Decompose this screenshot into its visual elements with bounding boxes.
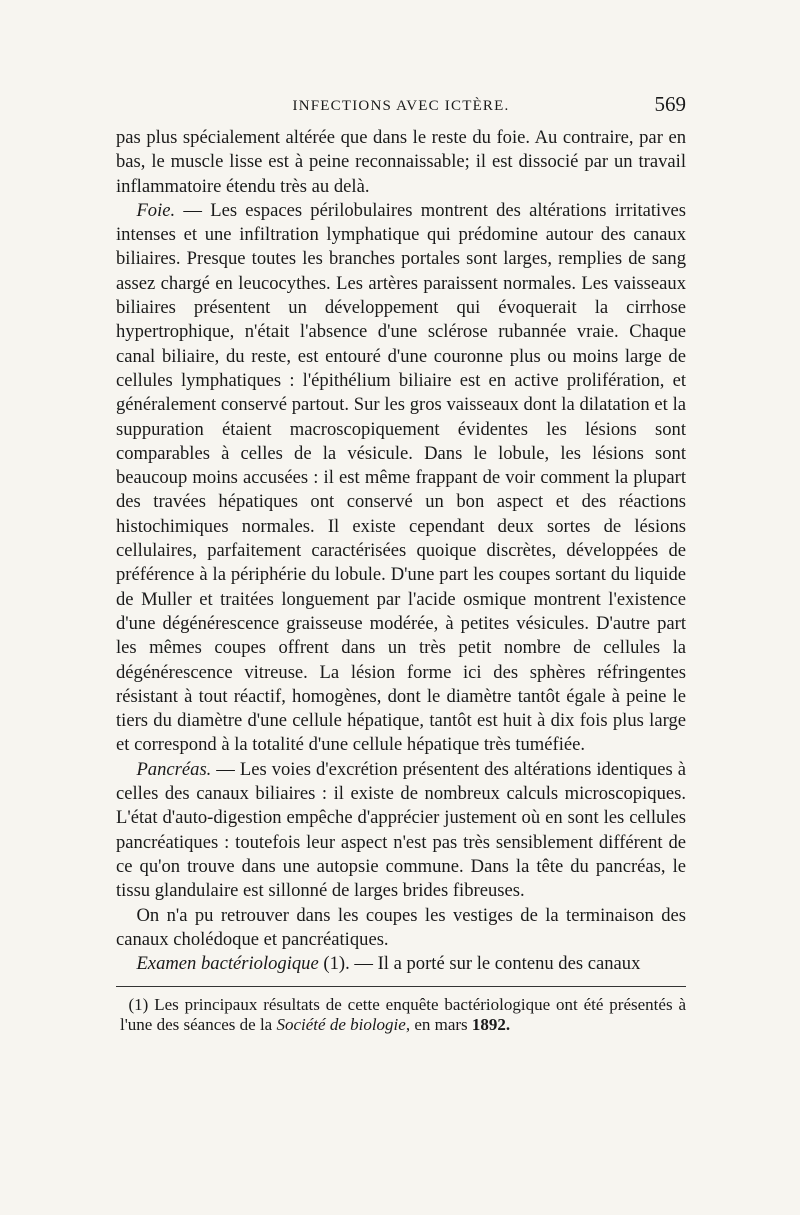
- paragraph-text: (1). — Il a porté sur le contenu des canaux: [318, 953, 641, 975]
- paragraph-text: On n'a pu retrouver dans les coupes les vestiges de la terminaison des canaux cholédoque et pancréatiques.: [116, 904, 686, 950]
- footnote-year: 1892.: [471, 1015, 511, 1035]
- paragraph-pancreas: [116, 758, 686, 904]
- footnote-text: Les principaux résultats de cette enquête bactériologique ont été présentés à l'une des séances de la: [120, 995, 686, 1035]
- footnote-journal: Société de biologie: [276, 1015, 406, 1035]
- footnote-rule: [116, 986, 686, 987]
- page-number: 569: [654, 92, 686, 116]
- body-text: [116, 126, 686, 976]
- page-header: [116, 92, 686, 122]
- paragraph-text: — Les voies d'excrétion présentent des altérations identiques à celles des canaux biliaires : il existe de nombreux calculs microscopiques. L'état d'auto-digestion empêche d'apprécier justement où en sont les cellules pancréatiques : toutefois leur aspect n'est pas très sensiblement différent de ce qu'on trouve dans une autopsie commune. Dans la tête du pancréas, le tissu glandulaire est sillonné de larges brides fibreuses.: [116, 758, 686, 902]
- book-page: [116, 92, 686, 1035]
- paragraph-examen: [116, 952, 686, 976]
- section-title-pancreas: Pancréas.: [136, 758, 212, 780]
- paragraph-canaux: [116, 904, 686, 953]
- paragraph-text: pas plus spécialement altérée que dans le reste du foie. Au contraire, par en bas, le muscle lisse est à peine reconnaissable; il est dissocié par un travail inflammatoire étendu très au delà.: [116, 127, 686, 197]
- paragraph-foie: [116, 199, 686, 758]
- paragraph-bile-duct-continuation: [116, 126, 686, 199]
- section-title-examen: Examen bactériologique: [136, 953, 319, 975]
- running-head: INFECTIONS AVEC ICTÈRE.: [292, 98, 510, 114]
- section-title-foie: Foie.: [136, 199, 176, 221]
- footnote-text-after: , en mars: [405, 1015, 472, 1035]
- footnote-marker: (1): [128, 995, 149, 1015]
- footnote: [116, 995, 686, 1035]
- paragraph-text: — Les espaces périlobulaires montrent des altérations irritatives intenses et une infiltration lymphatique qui prédomine autour des canaux biliaires. Presque toutes les branches portales sont larges, remplies de sang assez chargé en leucocythes. Les artères paraissent normales. Les vaisseaux biliaires présentent un développement qui évoquerait la cirrhose hypertrophique, n'était l'absence d'une sclérose rubannée vraie. Chaque canal biliaire, du reste, est entouré d'une couronne plus ou moins large de cellules lymphatiques : l'épithélium biliaire est en active prolifération, et généralement conservé partout. Sur les gros vaisseaux dont la dilatation et la suppuration étaient macroscopiquement évidentes les lésions sont comparables à celles de la vésicule. Dans le lobule, les lésions sont beaucoup moins accusées : il est même frappant de voir comment la plupart des travées hépatiques ont conservé un bon aspect et des réactions histochimiques normales. Il existe cependant deux sortes de lésions cellulaires, parfaitement caractérisées quoique discrètes, développées de préférence à la périphérie du lobule. D'une part les coupes sortant du liquide de Muller et traitées longuement par l'acide osmique montrent l'existence d'une dégénérescence graisseuse modérée, à petites vésicules. D'autre part les mêmes coupes offrent dans un très petit nombre de cellules la dégénérescence vitreuse. La lésion forme ici des sphères réfringentes résistant à tout réactif, homogènes, dont le diamètre tantôt égale à peine le tiers du diamètre d'une cellule hépatique, tantôt est huit à dix fois plus large et correspond à la totalité d'une cellule hépatique très tuméfiée.: [116, 199, 686, 756]
